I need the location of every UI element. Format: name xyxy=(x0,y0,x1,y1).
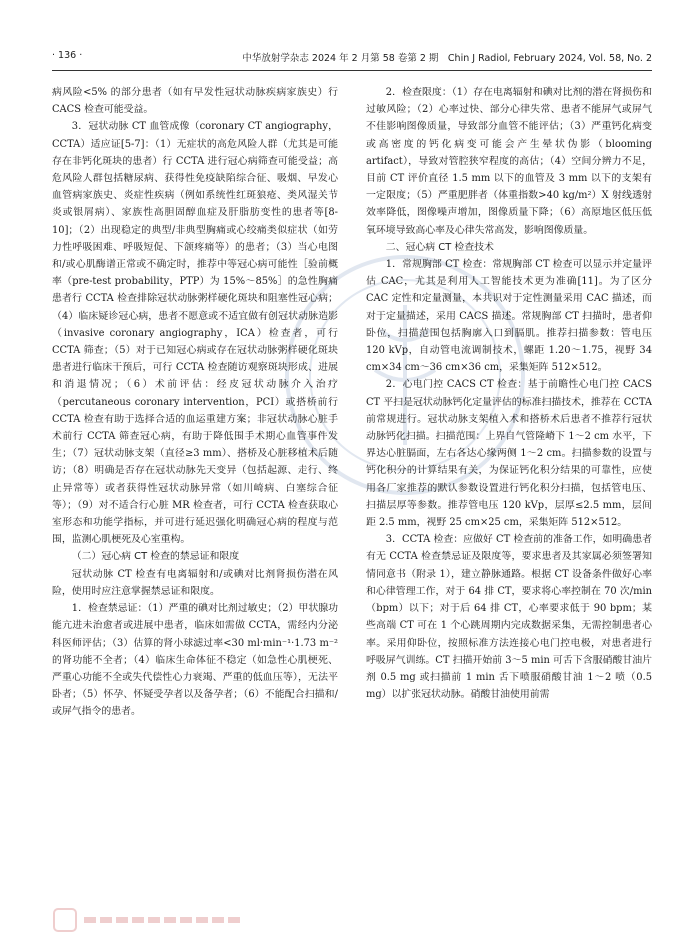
left-column xyxy=(52,84,338,924)
paragraph: 2．心电门控 CACS CT 检查：基于前瞻性心电门控 CACS CT 平扫是冠状动脉钙化定量评估的标准扫描技术，推荐在 CCTA 前常规进行。冠状动脉支架植入术和搭桥术后患者不推荐行冠状动脉钙化扫描。扫描范围：上界自气管隆嵴下 1～2 cm 水平，下界达心脏膈面，左右各达心缘两侧 1～2 cm。扫描参数的设置与钙化积分的计算结果有关，为保证钙化积分结果的可靠性，应使用各厂家推荐的默认参数设置进行钙化积分扫描，包括管电压、扫描层厚等参数。推荐管电压 120 kVp，层厚≤2.5 mm，层间距 2.5 mm，视野 25 cm×25 cm，采集矩阵 512×512。 xyxy=(366,379,652,529)
right-column xyxy=(366,84,652,924)
section-heading: 二、冠心病 CT 检查技术 xyxy=(385,241,494,253)
paragraph: 3．冠状动脉 CT 血管成像（coronary CT angiography，CCTA）适应证[5-7]：（1）无症状的高危风险人群（尤其是可能存在非钙化斑块的患者）行 CCTA 进行冠心病筛查可能受益；高危风险人群包括糖尿病、获得性免疫缺陷综合征、吸烟、早发心血管病家族史、炎症性疾病（例如系统性红斑狼疮、类风湿关节炎或银屑病）、家族性高胆固醇血症及肝脂肪变性的患者等[8-10]；（2）出现稳定的典型/非典型胸痛或心绞痛类似症状（如劳力性呼吸困难、呼吸短促、下颌疼痛等）的患者；（3）当心电图和/或心肌酶谱正常或不确定时，推荐中等冠心病可能性［验前概率（pre-test probability，PTP）为 15%～85%］的急性胸痛患者行 CCTA 检查排除冠状动脉粥样硬化斑块和阻塞性冠心病；（4）临床疑诊冠心病，患者不愿意或不适宜做有创冠状动脉造影（invasive coronary angiography，ICA）检查者，可行 CCTA 筛查；（5）对于已知冠心病或存在冠状动脉粥样硬化斑块患者进行临床干预后，可行 CCTA 检查随访观察斑块形成、进展和消退情况；（6）术前评估：经皮冠状动脉介入治疗（percutaneous coronary intervention，PCI）或搭桥前行 CCTA 检查有助于选择合适的血运重建方案；非冠状动脉心脏手术前行 CCTA 筛查冠心病，有助于降低围手术期心血管事件发生；（7）冠状动脉支架（直径≥3 mm）、搭桥及心脏移植术后随访；（8）明确是否存在冠状动脉先天变异（包括起源、走行、终止异常等）或者获得性冠状动脉异常（如川崎病、白塞综合征等）；（9）对不适合行心脏 MR 检查者，可行 CCTA 检查获取心室形态和功能学指标，并可进行延迟强化明确冠心病的程度与范围，监测心肌梗死及心室重构。 xyxy=(52,121,338,546)
paragraph: 3．CCTA 检查：应做好 CT 检查前的准备工作，如明确患者有无 CCTA 检查禁忌证及限度等，要求患者及其家属必须签署知情同意书（附录 1），建立静脉通路。根据 CT 设备条件做好心率和心律管理工作，对于 64 排 CT，要求将心率控制在 70 次/min（bpm）以下；对于后 64 排 CT，心率要求低于 90 bpm；某些高端 CT 可在 1 个心跳周期内完成数据采集，无需控制患者心率。采用仰卧位，按照标准方法连接心电门控电极，对患者进行呼吸屏气训练。CT 扫描开始前 3～5 min 可舌下含服硝酸甘油片剂 0.5 mg 或扫描前 1 min 舌下喷服硝酸甘油 1～2 喷（0.5 mg）以扩张冠状动脉。硝酸甘油使用前需 xyxy=(366,534,652,701)
paragraph: 冠状动脉 CT 检查有电离辐射和/或碘对比剂肾损伤潜在风险，使用时应注意掌握禁忌证和限度。 xyxy=(52,568,338,597)
running-head: 中华放射学杂志 2024 年 2 月第 58 卷第 2 期 Chin J Radiol, February 2024, Vol. 58, No. 2 xyxy=(242,53,652,64)
paragraph: 1．常规胸部 CT 检查：常规胸部 CT 检查可以显示并定量评估 CAC，尤其是利用人工智能技术更为准确[11]。为了区分 CAC 定性和定量测量，本共识对于定性测量采用 CAC 描述，而对于定量描述，采用 CACS 描述。常规胸部 CT 扫描时，患者仰卧位，扫描范围包括胸廓入口到膈肌。推荐扫描参数：管电压 120 kVp，自动管电流调制技术，螺距 1.20～1.75，视野 34 cm×34 cm～36 cm×36 cm，采集矩阵 512×512。 xyxy=(366,259,652,374)
header-rule xyxy=(52,70,652,71)
page-number: · 136 · xyxy=(52,50,83,61)
section-heading: （二）冠心病 CT 检查的禁忌证和限度 xyxy=(71,551,240,563)
paragraph: 1．检查禁忌证：（1）严重的碘对比剂过敏史；（2）甲状腺功能亢进未治愈者或进展中患者，临床如需做 CCTA，需经内分泌科医师评估；（3）估算的肾小球滤过率<30 ml·min⁻¹·1.73 m⁻² 的肾功能不全者；（4）临床生命体征不稳定（如急性心肌梗死、严重心功能不全或失代偿性心力衰竭、严重的低血压等），无法平卧者；（5）怀孕、怀疑受孕者以及备孕者；（6）不能配合扫描和/或屏气指令的患者。 xyxy=(52,603,338,718)
paragraph: 病风险<5% 的部分患者（如有早发性冠状动脉疾病家族史）行 CACS 检查可能受益。 xyxy=(52,87,338,116)
page-header xyxy=(52,50,652,68)
paragraph: 2．检查限度：（1）存在电离辐射和碘对比剂的潜在肾损伤和过敏风险；（2）心率过快、部分心律失常、患者不能屏气或屏气不佳影响图像质量，导致部分血管不能评估；（3）严重钙化病变或高密度的钙化病变可能会产生晕状伪影（blooming artifact），导致对管腔狭窄程度的高估；（4）空间分辨力不足，目前 CT 评价直径 1.5 mm 以下的血管及 3 mm 以下的支架有一定限度；（5）严重肥胖者（体重指数>40 kg/m²）X 射线透射效率降低，图像噪声增加，图像质量下降；（6）高原地区低压低氧环境导致高心率及心律失常高发，影响图像质量。 xyxy=(366,87,652,236)
